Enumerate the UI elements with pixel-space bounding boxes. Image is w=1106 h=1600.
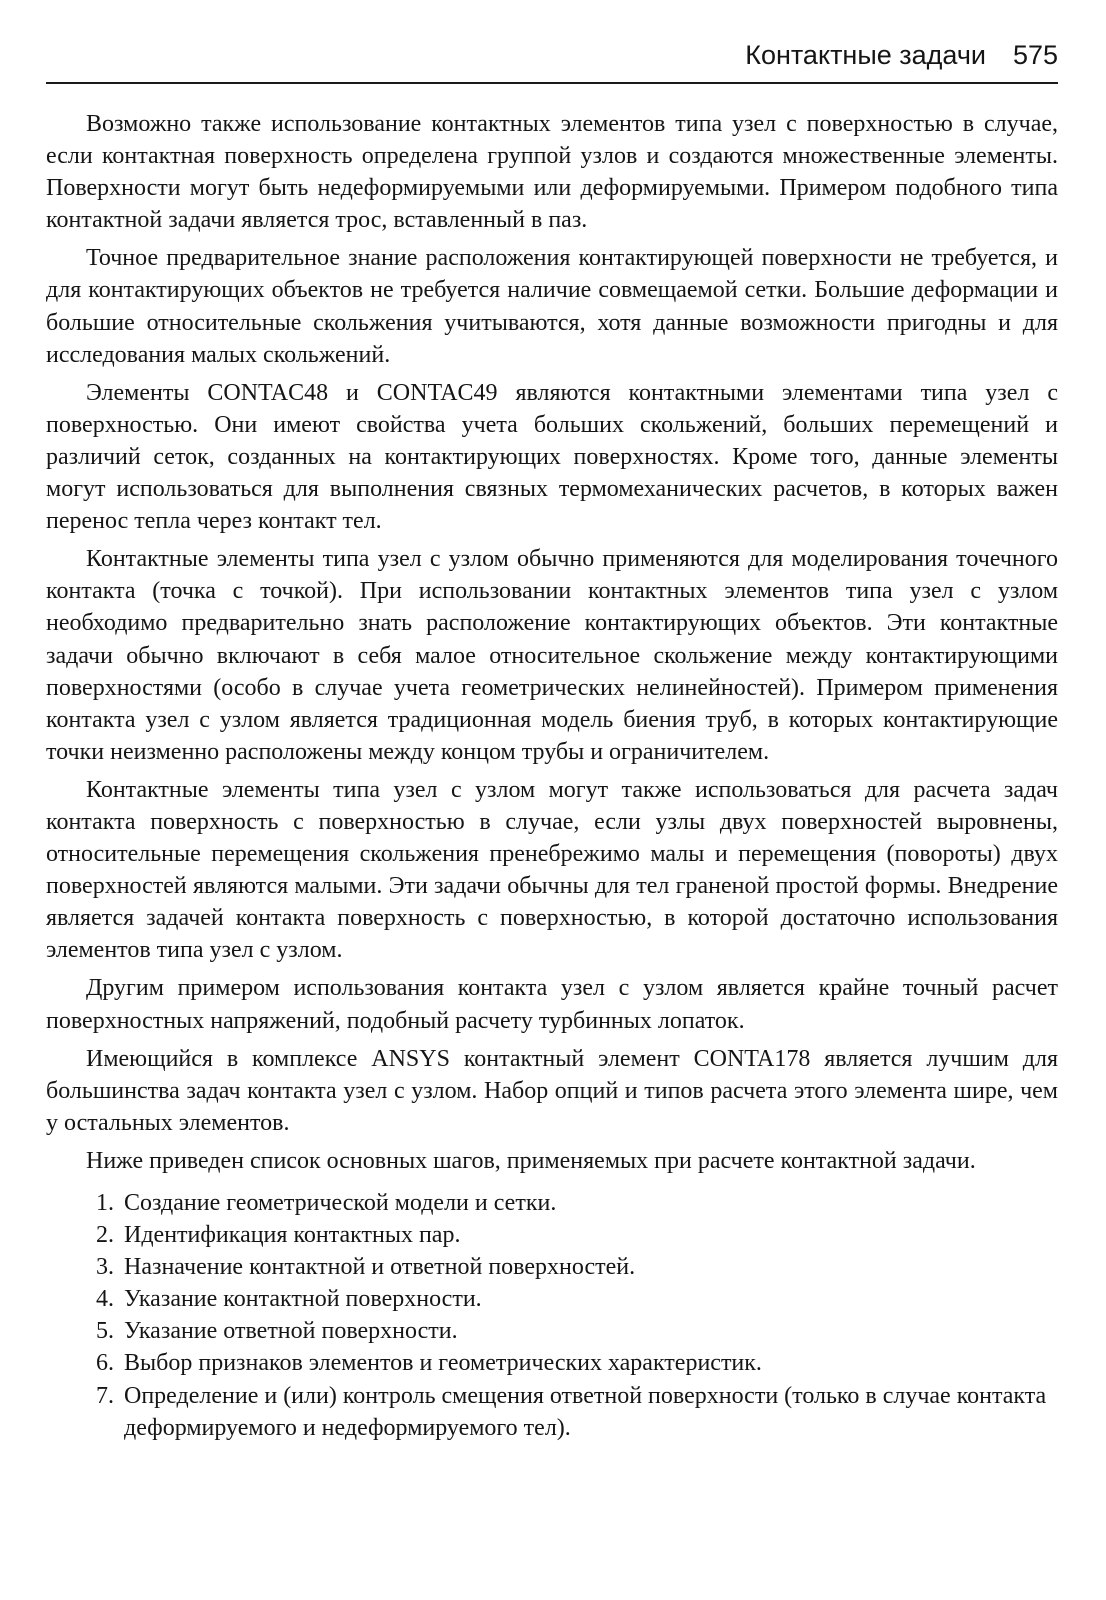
list-item: [46, 1380, 1058, 1444]
list-item: [46, 1187, 1058, 1219]
paragraph: Другим примером использования контакта узел с узлом является крайне точный расчет поверхностных напряжений, подобный расчету турбинных лопаток.: [46, 975, 1058, 1034]
list-item-text: Идентификация контактных пар.: [124, 1222, 461, 1249]
list-item-number: 5.: [96, 1318, 114, 1345]
list-item-number: 2.: [96, 1222, 114, 1249]
running-header: [46, 36, 1058, 84]
list-item: [46, 1315, 1058, 1347]
paragraph: Возможно также использование контактных элементов типа узел с поверхностью в случае, если контактная поверхность определена группой узлов и создаются множественные элементы. Поверхности могут быть недеформируемыми или деформируемыми. Примером подобного типа контактной задачи является трос, вставленный в паз.: [46, 111, 1058, 234]
paragraph: Элементы CONTAC48 и CONTAC49 являются контактными элементами типа узел с поверхностью. Они имеют свойства учета больших скольжений, больших перемещений и различий сеток, созданных на контактирующих поверхностях. Кроме того, данные элементы могут использоваться для выполнения связных термомеханических расчетов, в которых важен перенос тепла через контакт тел.: [46, 379, 1058, 535]
paragraph: Контактные элементы типа узел с узлом обычно применяются для моделирования точечного контакта (точка с точкой). При использовании контактных элементов типа узел с узлом необходимо предварительно знать расположение контактирующих объектов. Эти контактные задачи обычно включают в себя малое относительное скольжение между контактирующими поверхностями (особо в случае учета геометрических нелинейностей). Примером применения контакта узел с узлом является традиционная модель биения труб, в которых контактирующие точки неизменно расположены между концом трубы и ограничителем.: [46, 546, 1058, 765]
page-number: 575: [1012, 40, 1058, 70]
steps-list: [46, 1187, 1058, 1444]
list-item-number: 7.: [96, 1382, 114, 1409]
list-item-text: Выбор признаков элементов и геометрических характеристик.: [124, 1350, 762, 1377]
body-text: [46, 108, 1058, 1444]
paragraph: Ниже приведен список основных шагов, применяемых при расчете контактной задачи.: [86, 1147, 976, 1174]
list-item: [46, 1219, 1058, 1251]
list-item: [46, 1283, 1058, 1315]
list-item-number: 4.: [96, 1286, 114, 1313]
list-item: [46, 1347, 1058, 1379]
list-item: [46, 1251, 1058, 1283]
list-item-text: Определение и (или) контроль смещения ответной поверхности (только в случае контакта деформируемого и недеформируемого тел).: [124, 1382, 1047, 1441]
list-item-text: Создание геометрической модели и сетки.: [124, 1190, 557, 1216]
chapter-title: Контактные задачи: [745, 40, 986, 70]
paragraph: Точное предварительное знание расположения контактирующей поверхности не требуется, и для контактирующих объектов не требуется наличие совмещаемой сетки. Большие деформации и большие относительные скольжения учитываются, хотя данные возможности пригодны и для исследования малых скольжений.: [46, 245, 1058, 368]
paragraph: Имеющийся в комплексе ANSYS контактный элемент CONTA178 является лучшим для большинства задач контакта узел с узлом. Набор опций и типов расчета этого элемента шире, чем у остальных элементов.: [46, 1045, 1058, 1136]
list-item-text: Указание ответной поверхности.: [124, 1318, 458, 1345]
list-item-text: Указание контактной поверхности.: [124, 1286, 482, 1313]
list-item-number: 3.: [96, 1254, 114, 1281]
paragraph: Контактные элементы типа узел с узлом могут также использоваться для расчета задач контакта поверхность с поверхностью в случае, если узлы двух поверхностей выровнены, относительные перемещения скольжения пренебрежимо малы и перемещения (повороты) двух поверхностей являются малыми. Эти задачи обычны для тел граненой простой формы. Внедрение является задачей контакта поверхность с поверхностью, в которой достаточно использования элементов типа узел с узлом.: [46, 776, 1058, 964]
list-item-number: 6.: [96, 1350, 114, 1377]
list-item-text: Назначение контактной и ответной поверхностей.: [124, 1254, 636, 1281]
list-item-number: 1.: [96, 1190, 114, 1216]
